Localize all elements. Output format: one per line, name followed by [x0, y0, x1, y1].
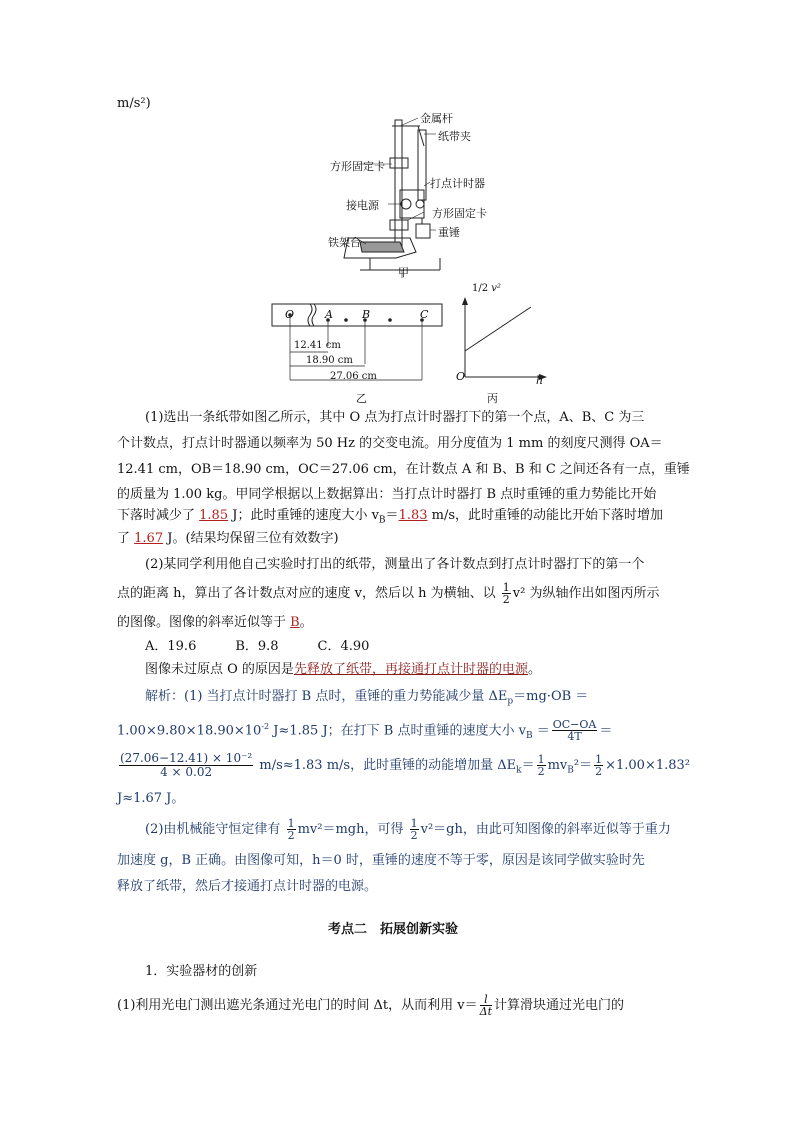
solution-line3: $\frac{\text{(27.06−12.41) × 10⁻²}}{4 \times 0.02}$ m/s≈1.83 m/s，此时重锤的动能增加量 $\Delta E_k=$ $\frac{1}{2}$ $mv_B^2=$ $\frac{1}{2}$ ×1.00×1.83² [120, 751, 690, 779]
q2-line1: (2)某同学利用他自己实验时打出的纸带，测量出了各计数点到打点计时器打下的第一个 [145, 557, 645, 572]
q1-line2: 个计数点，打点计时器通以频率为 50 Hz 的交变电流。用分度值为 1 mm 的刻度尺测得 OA＝ [117, 436, 663, 451]
solution-line5 [145, 818, 705, 841]
solution-s5c: v²＝gh，由此可知图像的斜率近似等于重力 [420, 822, 671, 837]
solution-s5a: (2)由机械能守恒定律有 [145, 822, 285, 837]
caption-yi: 乙 [356, 392, 367, 405]
graph-y-var: v² [491, 283, 501, 294]
label-metal-rod: 金属杆 [420, 112, 453, 125]
tape-point-c: C [420, 308, 429, 321]
q1-line5c: ＝ [385, 508, 399, 523]
tape-dim-ob: 18.90 cm [306, 355, 353, 366]
q2-line3 [117, 614, 677, 632]
graph-y-label [472, 284, 501, 293]
q1-line1: (1)选出一条纸带如图乙所示，其中 O 点为打点计时器打下的第一个点，A、B、C 为三 [145, 410, 645, 425]
solution-line7: 释放了纸带，然后才接通打点计时器的电源。 [117, 879, 378, 894]
tape-dim-oa: 12.41 cm [294, 340, 341, 351]
solution-s3f: ×1.00×1.83² [605, 758, 690, 773]
label-power: 接电源 [346, 199, 379, 212]
graph-y-frac: 1/2 [472, 283, 489, 294]
q2-fraction [502, 582, 511, 605]
q1-line5b: J；此时重锤的速度大小 v [228, 508, 379, 523]
q2-frac-den: 2 [502, 593, 510, 606]
q2-options: A．19.6 B．9.8 C．4.90 [145, 639, 370, 654]
q1-line4: 的质量为 1.00 kg。甲同学根据以上数据算出：当打点计时器打 B 点时重锤的重力势能比开始 [117, 487, 657, 502]
q2-line4a: 图像未过原点 O 的原因是 [145, 662, 294, 677]
solution-line2 [117, 718, 677, 745]
solution-s1-sub: p [507, 696, 514, 707]
q1-line5a: 下落时减少了 [117, 508, 200, 523]
solution-s3c: ＝ [521, 758, 535, 773]
solution-s2-sup: -2 [261, 722, 270, 731]
solution-s1b: ＝mg·OB ＝ [513, 689, 589, 704]
top-unit: m/s²) [117, 96, 151, 111]
solution-s3-sub: k [516, 765, 522, 776]
q1-line5 [117, 507, 677, 530]
solution-s3d: mv [547, 758, 568, 773]
graph-x-label: h [536, 374, 544, 387]
solution-s2: 1.00×9.80×18.90×10 [117, 723, 262, 739]
tape-point-o: O [285, 308, 295, 321]
q2-line2 [117, 582, 677, 605]
solution-velocity-fraction [552, 719, 598, 742]
graph-origin: O [456, 370, 466, 383]
solution-s3-frac-den: 4 × 0.02 [160, 765, 213, 779]
solution-s2c: ＝ [532, 723, 550, 739]
figure-graph [455, 285, 555, 385]
q2-line3b: 。 [299, 615, 313, 630]
answer-potential-energy: 1.85 [199, 508, 229, 523]
q1-line3: 12.41 cm，OB＝18.90 cm，OC＝27.06 cm，在计数点 A 和 B、B 和 C 之间还各有一点，重锤 [117, 462, 690, 477]
tape-point-b: B [362, 308, 371, 321]
caption-bing: 丙 [487, 392, 498, 405]
solution-s2d: ＝ [599, 723, 613, 739]
label-square-clamp-bottom: 方形固定卡 [432, 207, 487, 220]
q1-line6b: J。(结果均保留三位有效数字) [163, 531, 339, 546]
section-fraction [480, 994, 492, 1017]
label-square-clamp-top: 方形固定卡 [330, 160, 385, 173]
solution-half-2: $\frac{1}{2}$ [595, 753, 603, 778]
section-frac-num: l [480, 994, 492, 1006]
solution-s2-frac-den: 4T [567, 730, 582, 744]
solution-line1 [145, 688, 705, 711]
q2-line3a: 的图像。图像的斜率近似等于 [117, 615, 291, 630]
solution-s3-frac-num: (27.06−12.41) × 10⁻² [120, 751, 253, 765]
tape-dim-oc: 27.06 cm [330, 371, 377, 382]
answer-kinetic-energy: 1.67 [134, 531, 164, 546]
label-weight: 重锤 [438, 226, 460, 239]
label-stand: 铁架台 [328, 236, 361, 249]
section-l1a: (1)利用光电门测出遮光条通过光电门的时间 Δt，从而利用 v＝ [117, 998, 478, 1013]
solution-s5b: mv²＝mgh，可得 [297, 822, 408, 837]
solution-s2-frac-num: OC−OA [552, 718, 597, 732]
q1-line6a: 了 [117, 531, 135, 546]
solution-s3b: m/s≈1.83 m/s，此时重锤的动能增加量 ΔE [255, 758, 517, 773]
section-l1b: 计算滑块通过光电门的 [494, 998, 625, 1013]
section-subheading: 1．实验器材的创新 [145, 964, 258, 979]
tape-point-a: A [325, 308, 333, 321]
section-title: 考点二 拓展创新实验 [328, 922, 459, 937]
q2-line2b: v² 为纵轴作出如图丙所示 [512, 586, 660, 601]
section-frac-den: Δt [479, 1005, 493, 1018]
q2-frac-num: 1 [502, 581, 510, 594]
q1-line5d: m/s，此时重锤的动能比开始下落时增加 [427, 508, 664, 523]
answer-reason: 先释放了纸带，再接通打点计时器的电源 [293, 662, 528, 677]
label-tape-clip: 纸带夹 [438, 130, 471, 143]
solution-half-3: $\frac{1}{2}$ [287, 817, 295, 842]
answer-velocity: 1.83 [398, 508, 428, 523]
solution-line6: 加速度 g，B 正确。由图像可知，h＝0 时，重锤的速度不等于零，原因是该同学做实验时先 [117, 853, 645, 868]
solution-s3e: ²＝ [573, 758, 593, 773]
section-line1 [117, 994, 677, 1017]
answer-slope: B [290, 615, 300, 630]
label-timer: 打点计时器 [430, 177, 485, 190]
q1-line6 [117, 530, 677, 548]
solution-half-4: $\frac{1}{2}$ [410, 817, 418, 842]
figure-apparatus [300, 112, 520, 282]
solution-s2-sub: B [525, 730, 533, 741]
q1-vb-sub: B [378, 515, 386, 526]
q2-line4 [145, 661, 705, 679]
q2-line2a: 点的距离 h，算出了各计数点对应的速度 v，然后以 h 为横轴、以 [117, 586, 500, 601]
solution-line4: J≈1.67 J。 [117, 791, 185, 806]
solution-s1: 解析：(1) 当打点计时器打 B 点时，重锤的重力势能减少量 ΔE [145, 689, 508, 704]
solution-half-1: $\frac{1}{2}$ [537, 753, 545, 778]
solution-numeric-fraction [119, 752, 253, 779]
q2-line4b: 。 [527, 662, 541, 677]
caption-jia: 甲 [398, 266, 409, 279]
solution-s2b: J≈1.85 J；在打下 B 点时重锤的速度大小 v [269, 723, 526, 739]
